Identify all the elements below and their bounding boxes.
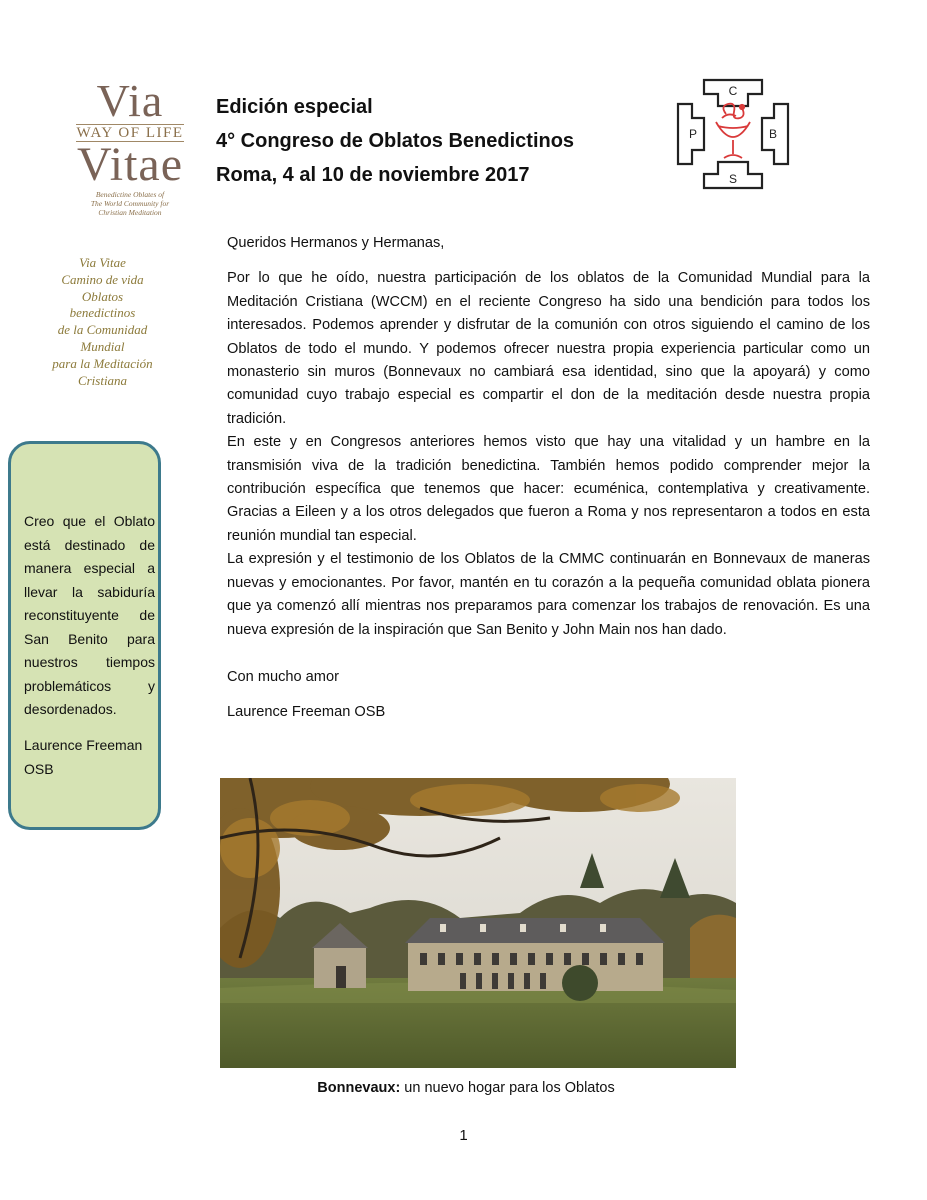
tagline-line: Camino de vida: [61, 271, 144, 287]
tagline-line: de la Comunidad: [57, 322, 148, 338]
tagline-line: benedictinos: [69, 305, 136, 321]
tagline-line: Cristiana: [77, 372, 128, 388]
tagline-line: Oblatos: [81, 288, 124, 304]
bonnevaux-photo: [220, 778, 736, 1068]
photo-caption: [208, 1080, 724, 1096]
emblem-letter-s: S: [728, 172, 738, 186]
benedictine-emblem-icon: [676, 78, 790, 190]
logo-subtitle: [70, 190, 190, 217]
letter-closing: Con mucho amor: [227, 668, 339, 685]
letter-paragraph: En este y en Congresos anteriores hemos visto que hay una vitalidad y un hambre en la transmisión viva de la tradición benedictina. También hemos podido comprender mejor la contribución específica que tenemos que hacer: ecuménica, contemplativa y creativamente. Gracias a Eileen y a los otros delegados que fueron a Roma y nos representaron a todos en esta reunión mundial tan especial.: [227, 434, 870, 544]
header-congress: 4° Congreso de Oblatos Benedictinos: [216, 130, 575, 152]
logo-subtitle-line-1: Benedictine Oblates of: [95, 190, 165, 199]
sidebar-tagline: [45, 255, 160, 389]
newsletter-header: [216, 90, 574, 192]
logo-subtitle-line-3: Christian Meditation: [98, 208, 162, 217]
logo-way-of-life: WAY OF LIFE: [76, 125, 184, 141]
letter-signature: Laurence Freeman OSB: [227, 704, 386, 721]
letter-paragraph: Por lo que he oído, nuestra participación de los oblatos de la Comunidad Mundial para la Meditación Cristiana (WCCM) en el reciente Congreso ha sido una bendición para todos los interesados. Podemos aprender y disfrutar de la comunión con otros siguiendo el camino de los Oblatos de todo el mundo. Y podemos ofrecer nuestra propia experiencia particular como un monasterio sin muros (Bonnevaux no cambiará esa identidad, sino que la apoyará) y como comunidad cuyo trabajo especial es compartir el don de la meditación desde nuestra propia tradición.: [227, 270, 870, 427]
quote-box: [8, 441, 161, 830]
page-number: 1: [459, 1127, 468, 1144]
tagline-line: para la Meditación: [52, 355, 153, 371]
letter-body: [227, 232, 870, 725]
quote-text: Creo que el Oblato está destinado de manera especial a llevar la sabiduría reconstituyente de San Benito para nuestros tiempos problemáticos y desordenados.: [24, 513, 155, 717]
emblem-letter-b: B: [768, 127, 778, 141]
quote-author: Laurence Freeman OSB: [24, 737, 143, 777]
logo-vitae: Vitae: [76, 138, 184, 191]
caption-place: Bonnevaux:: [317, 1080, 401, 1096]
emblem-letter-c: C: [728, 84, 738, 98]
via-vitae-logo: [70, 75, 190, 230]
caption-text: un nuevo hogar para los Oblatos: [400, 1080, 615, 1096]
tagline-line: Mundial: [80, 338, 125, 354]
logo-via: Via: [96, 75, 164, 126]
tagline-line: Via Vitae: [79, 255, 126, 270]
letter-greeting: Queridos Hermanos y Hermanas,: [227, 235, 445, 251]
header-date-place: Roma, 4 al 10 de noviembre 2017: [216, 164, 530, 186]
header-edition: Edición especial: [216, 96, 373, 118]
letter-paragraph: La expresión y el testimonio de los Oblatos de la CMMC continuarán en Bonnevaux de maneras nuevas y emocionantes. Por favor, mantén en tu corazón a la pequeña comunidad oblata pionera que ya comenzó allí mientras nos preparamos para comenzar los trabajos de renovación. Es una nueva expresión de la inspiración que San Benito y John Main nos han dado.: [227, 551, 870, 638]
emblem-letter-p: P: [688, 127, 698, 141]
logo-subtitle-line-2: The World Community for: [90, 199, 170, 208]
